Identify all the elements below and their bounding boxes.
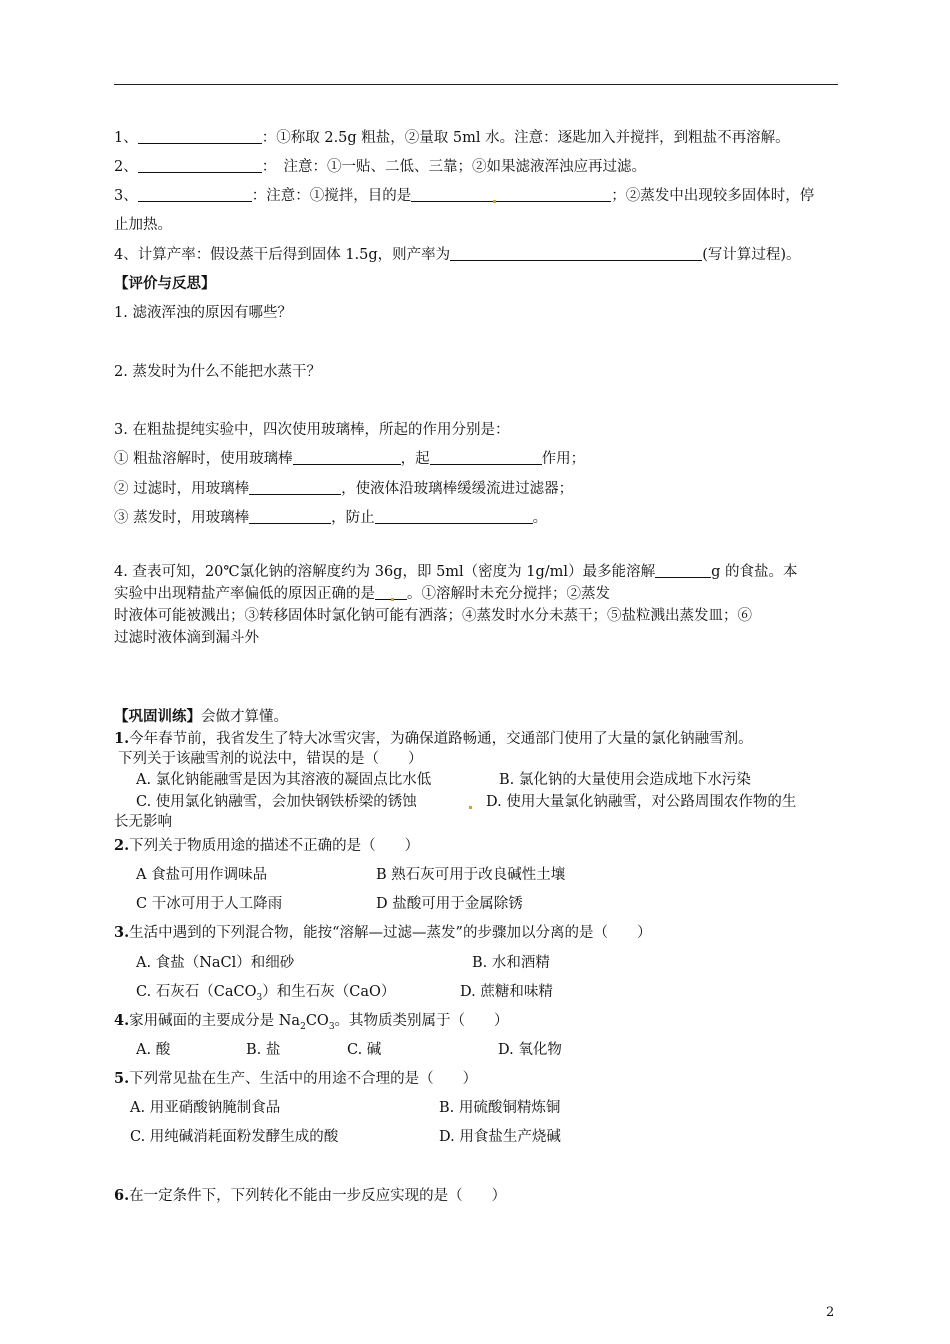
blank-step-3[interactable] — [138, 186, 252, 202]
step-3: 3、 ：注意：①搅拌，目的是 ；②蒸发中出现较多固体时，停 — [114, 188, 815, 204]
blank-rod-filter[interactable] — [249, 479, 341, 495]
practice-q1-option-c[interactable]: C. 使用氯化钠融雪，会加快钢铁桥梁的锈蚀 — [136, 794, 417, 810]
practice-q4: 4.家用碱面的主要成分是 $Na_2CO_3$。其物质类别属于（ ） — [114, 1012, 509, 1032]
blank-rod-dissolve-role[interactable] — [430, 449, 542, 465]
practice-q4-option-c[interactable]: C. 碱 — [347, 1042, 382, 1058]
practice-q1-option-d[interactable]: D. 使用大量氯化钠融雪，对公路周围农作物的生 — [486, 794, 797, 810]
reflection-q4-line-3: 时液体可能被溅出；③转移固体时氯化钠可能有洒落；④蒸发时水分未蒸干；⑤盐粒溅出蒸发皿；⑥ — [114, 608, 752, 624]
blank-rod-dissolve[interactable] — [293, 449, 401, 465]
reflection-q3-item-3: ③ 蒸发时，用玻璃棒 ，防止 。 — [114, 510, 548, 526]
blank-low-yield[interactable] — [375, 584, 407, 600]
practice-q2: 2.下列关于物质用途的描述不正确的是（ ） — [114, 837, 420, 854]
blank-yield[interactable] — [450, 245, 702, 261]
step-2: 2、 ： 注意：①一贴、二低、三靠；②如果滤液浑浊应再过滤。 — [114, 159, 646, 175]
reflection-q4-line-4: 过滤时液体滴到漏斗外 — [114, 630, 259, 646]
mark-dot — [469, 806, 472, 809]
practice-q3-option-d[interactable]: D. 蔗糖和味精 — [460, 984, 553, 1000]
blank-step-1[interactable] — [138, 128, 262, 144]
practice-q5-option-b[interactable]: B. 用硫酸铜精炼铜 — [439, 1100, 561, 1116]
blank-rod-evaporate[interactable] — [249, 508, 331, 524]
reflection-heading: 【评价与反思】 — [114, 275, 216, 292]
practice-q1-option-a[interactable]: A. 氯化钠能融雪是因为其溶液的凝固点比水低 — [136, 772, 432, 788]
practice-q6: 6.在一定条件下，下列转化不能由一步反应实现的是（ ） — [114, 1187, 507, 1204]
step-4: 4、计算产率：假设蒸干后得到固体 1.5g，则产率为 (写计算过程)。 — [114, 247, 801, 263]
practice-q5: 5.下列常见盐在生产、生活中的用途不合理的是（ ） — [114, 1070, 478, 1087]
practice-q4-option-b[interactable]: B. 盐 — [246, 1042, 281, 1058]
header-rule — [114, 84, 838, 85]
reflection-q4-line-1: 4. 查表可知，20℃氯化钠的溶解度约为 36g，即 5ml（密度为 1g/ml）最多能溶解 g 的食盐。本 — [114, 564, 798, 580]
practice-q3-option-c[interactable]: C. 石灰石（CaCO$_3$）和生石灰（CaO） — [136, 984, 396, 1003]
practice-q5-option-c[interactable]: C. 用纯碱消耗面粉发酵生成的酸 — [130, 1129, 339, 1145]
practice-q5-option-d[interactable]: D. 用食盐生产烧碱 — [439, 1129, 561, 1145]
practice-q2-option-c[interactable]: C 干冰可用于人工降雨 — [136, 896, 283, 912]
practice-q1-stem: 下列关于该融雪剂的说法中，错误的是（ ） — [118, 751, 423, 767]
practice-q3: 3.生活中遇到的下列混合物，能按“溶解—过滤—蒸发”的步骤加以分离的是（ ） — [114, 924, 652, 941]
practice-q1: 1.今年春节前，我省发生了特大冰雪灾害，为确保道路畅通，交通部门使用了大量的氯化钠融雪剂。 — [114, 730, 753, 747]
reflection-q3-item-2: ② 过滤时，用玻璃棒 ，使液体沿玻璃棒缓缓流进过滤器； — [114, 481, 574, 497]
reflection-q2: 2. 蒸发时为什么不能把水蒸干？ — [114, 364, 321, 380]
reflection-q3-item-1: ① 粗盐溶解时，使用玻璃棒 ，起 作用； — [114, 451, 586, 467]
page-number: 2 — [826, 1305, 835, 1320]
practice-q4-option-a[interactable]: A. 酸 — [136, 1042, 171, 1058]
practice-q3-option-a[interactable]: A. 食盐（NaCl）和细砂 — [136, 955, 295, 971]
practice-q1-option-d-cont: 长无影响 — [114, 814, 172, 830]
practice-q5-option-a[interactable]: A. 用亚硝酸钠腌制食品 — [130, 1100, 281, 1116]
practice-q2-option-a[interactable]: A 食盐可用作调味品 — [136, 867, 268, 883]
step-1: 1、 ：①称取 2.5g 粗盐，②量取 5ml 水。注意：逐匙加入并搅拌，到粗盐不再溶解。 — [114, 130, 790, 146]
practice-q2-option-d[interactable]: D 盐酸可用于金属除锈 — [376, 896, 523, 912]
blank-prevent[interactable] — [375, 508, 533, 524]
reflection-q4-line-2: 实验中出现精盐产率偏低的原因正确的是 。①溶解时未充分搅拌；②蒸发 — [114, 586, 610, 602]
reflection-q3: 3. 在粗盐提纯实验中，四次使用玻璃棒，所起的作用分别是： — [114, 422, 510, 438]
practice-q1-option-b[interactable]: B. 氯化钠的大量使用会造成地下水污染 — [499, 772, 751, 788]
reflection-q1: 1. 滤液浑浊的原因有哪些？ — [114, 305, 292, 321]
practice-q4-option-d[interactable]: D. 氧化物 — [498, 1042, 562, 1058]
practice-q3-option-b[interactable]: B. 水和酒精 — [472, 955, 550, 971]
mark-dot — [391, 598, 394, 601]
step-3-continued: 止加热。 — [114, 217, 172, 233]
blank-max-salt[interactable] — [655, 562, 711, 578]
practice-heading: 【巩固训练】会做才算懂。 — [114, 708, 288, 725]
blank-step-2[interactable] — [138, 157, 262, 173]
blank-stir-purpose[interactable] — [411, 186, 611, 202]
mark-dot — [493, 200, 496, 203]
practice-q2-option-b[interactable]: B 熟石灰可用于改良碱性土壤 — [376, 867, 566, 883]
